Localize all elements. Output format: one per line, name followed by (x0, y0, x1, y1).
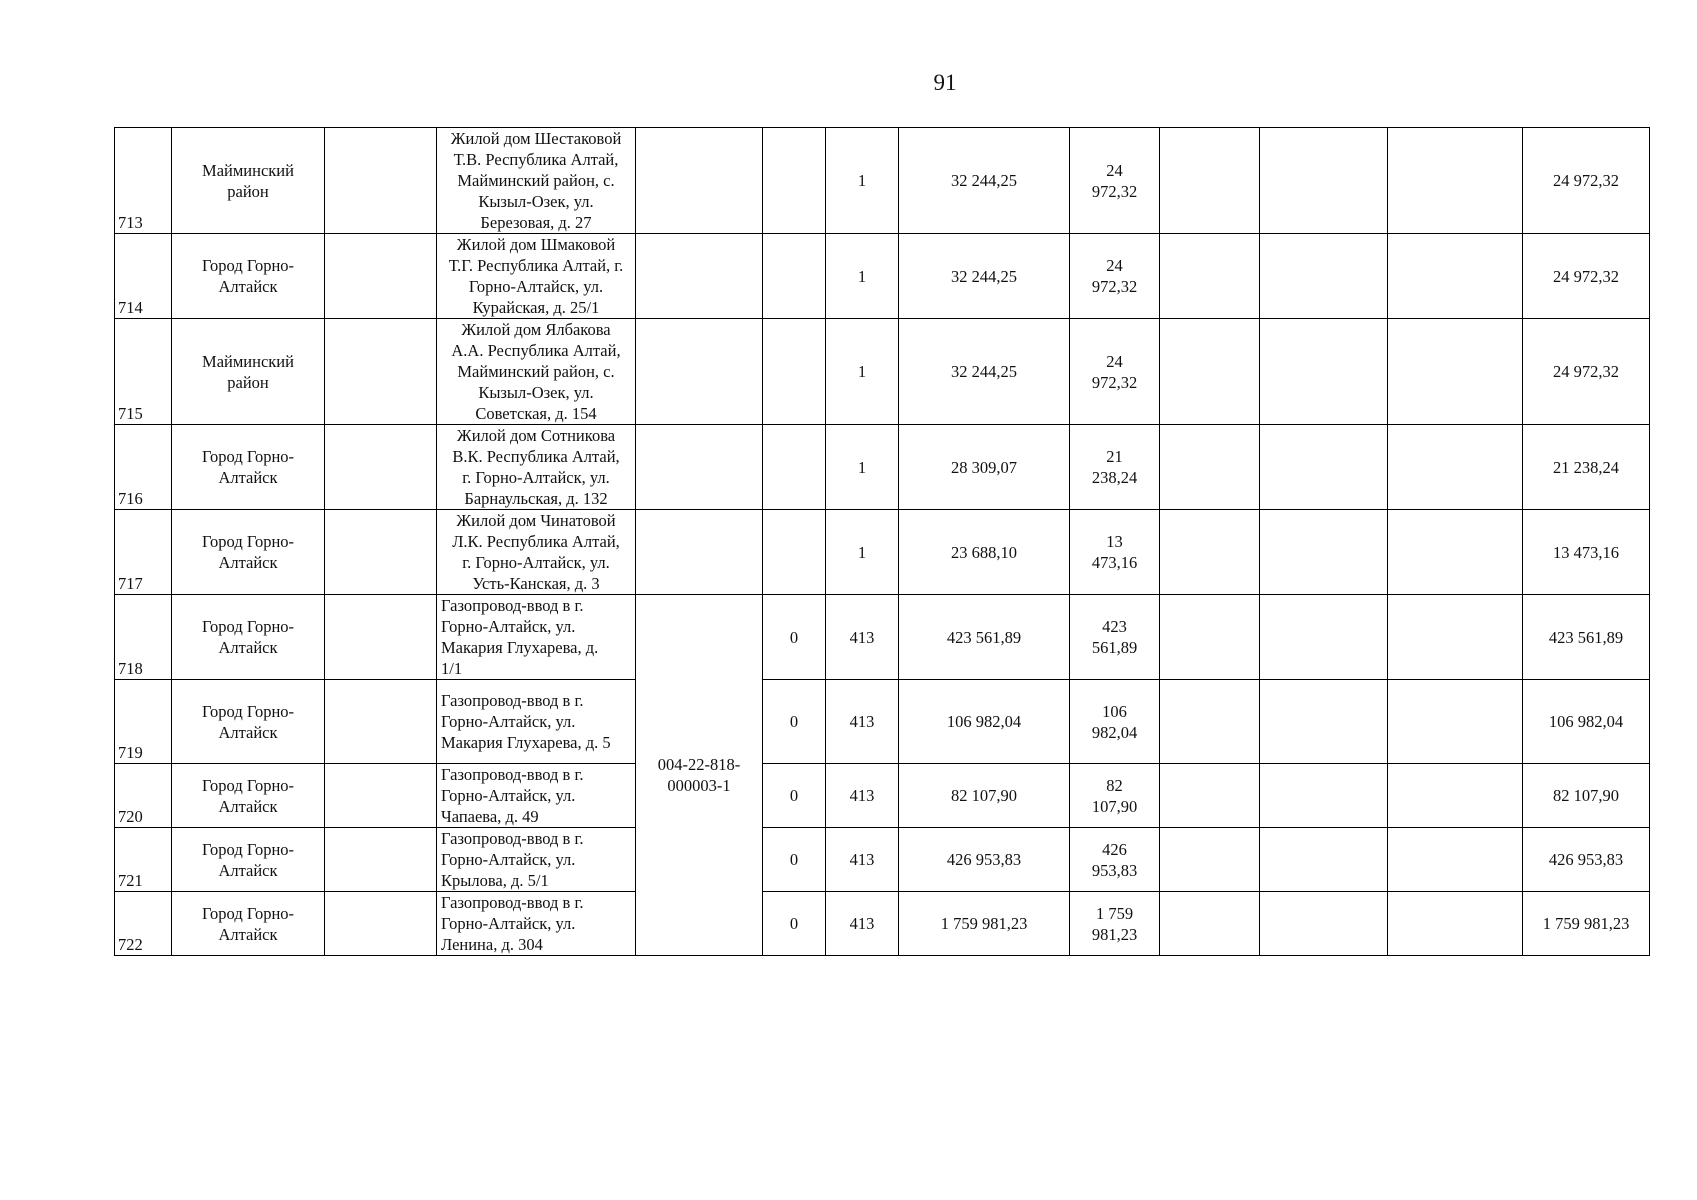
empty-cell (1388, 892, 1523, 956)
empty-cell (1388, 425, 1523, 510)
empty-cell (325, 828, 437, 892)
code-cell (636, 128, 763, 234)
total-cell: 32 244,25 (899, 234, 1070, 319)
empty-cell (1160, 234, 1260, 319)
col-b-cell: 1 (826, 319, 899, 425)
final-cell: 13 473,16 (1523, 510, 1650, 595)
amount-cell: 106 982,04 (1070, 680, 1160, 764)
col-b-cell: 413 (826, 595, 899, 680)
object-cell: Газопровод-ввод в г. Горно-Алтайск, ул. Чапаева, д. 49 (437, 764, 636, 828)
empty-cell (1260, 595, 1388, 680)
empty-cell (1260, 234, 1388, 319)
col-b-cell: 1 (826, 128, 899, 234)
col-a-cell (763, 510, 826, 595)
empty-cell (1160, 680, 1260, 764)
empty-cell (1160, 319, 1260, 425)
empty-cell (1388, 234, 1523, 319)
data-table (114, 127, 1650, 956)
row-number: 721 (115, 828, 172, 892)
empty-cell (1388, 595, 1523, 680)
district-cell: Город Горно-Алтайск (172, 828, 325, 892)
row-number: 717 (115, 510, 172, 595)
empty-cell (325, 234, 437, 319)
empty-cell (1260, 510, 1388, 595)
amount-cell: 21 238,24 (1070, 425, 1160, 510)
table-row (115, 892, 1650, 956)
total-cell: 23 688,10 (899, 510, 1070, 595)
empty-cell (325, 425, 437, 510)
empty-cell (1388, 128, 1523, 234)
empty-cell (325, 319, 437, 425)
empty-cell (325, 764, 437, 828)
object-cell: Жилой дом Чинатовой Л.К. Республика Алтай, г. Горно-Алтайск, ул. Усть-Канская, д. 3 (437, 510, 636, 595)
empty-cell (325, 680, 437, 764)
col-b-cell: 1 (826, 234, 899, 319)
district-cell: Город Горно-Алтайск (172, 680, 325, 764)
object-cell: Жилой дом Ялбакова А.А. Республика Алтай, Майминский район, с. Кызыл-Озек, ул. Советская, д. 154 (437, 319, 636, 425)
row-number: 713 (115, 128, 172, 234)
table-row (115, 595, 1650, 680)
final-cell: 82 107,90 (1523, 764, 1650, 828)
row-number: 715 (115, 319, 172, 425)
table-row (115, 764, 1650, 828)
amount-cell: 24 972,32 (1070, 128, 1160, 234)
row-number: 718 (115, 595, 172, 680)
code-cell: 004-22-818-000003-1 (636, 595, 763, 956)
final-cell: 1 759 981,23 (1523, 892, 1650, 956)
total-cell: 106 982,04 (899, 680, 1070, 764)
amount-cell: 1 759 981,23 (1070, 892, 1160, 956)
empty-cell (1260, 764, 1388, 828)
col-a-cell: 0 (763, 828, 826, 892)
col-b-cell: 413 (826, 892, 899, 956)
empty-cell (325, 510, 437, 595)
object-cell: Газопровод-ввод в г. Горно-Алтайск, ул. Крылова, д. 5/1 (437, 828, 636, 892)
col-a-cell: 0 (763, 595, 826, 680)
code-cell (636, 425, 763, 510)
empty-cell (1388, 764, 1523, 828)
col-a-cell (763, 128, 826, 234)
empty-cell (1160, 892, 1260, 956)
col-a-cell (763, 425, 826, 510)
final-cell: 426 953,83 (1523, 828, 1650, 892)
table-row (115, 128, 1650, 234)
empty-cell (1260, 892, 1388, 956)
table-row (115, 828, 1650, 892)
code-cell (636, 234, 763, 319)
object-cell: Газопровод-ввод в г. Горно-Алтайск, ул. Ленина, д. 304 (437, 892, 636, 956)
row-number: 720 (115, 764, 172, 828)
empty-cell (325, 595, 437, 680)
table-row (115, 319, 1650, 425)
empty-cell (1160, 828, 1260, 892)
col-b-cell: 413 (826, 828, 899, 892)
code-cell (636, 510, 763, 595)
empty-cell (325, 128, 437, 234)
row-number: 722 (115, 892, 172, 956)
amount-cell: 82 107,90 (1070, 764, 1160, 828)
row-number: 719 (115, 680, 172, 764)
final-cell: 21 238,24 (1523, 425, 1650, 510)
object-cell: Жилой дом Шестаковой Т.В. Республика Алтай, Майминский район, с. Кызыл-Озек, ул. Березовая, д. 27 (437, 128, 636, 234)
empty-cell (1160, 425, 1260, 510)
total-cell: 28 309,07 (899, 425, 1070, 510)
col-b-cell: 413 (826, 680, 899, 764)
district-cell: Майминский район (172, 128, 325, 234)
district-cell: Город Горно-Алтайск (172, 234, 325, 319)
empty-cell (1160, 128, 1260, 234)
total-cell: 426 953,83 (899, 828, 1070, 892)
col-a-cell (763, 319, 826, 425)
empty-cell (1260, 128, 1388, 234)
object-cell: Газопровод-ввод в г. Горно-Алтайск, ул. Макария Глухарева, д. 1/1 (437, 595, 636, 680)
col-b-cell: 413 (826, 764, 899, 828)
amount-cell: 24 972,32 (1070, 319, 1160, 425)
empty-cell (1388, 680, 1523, 764)
amount-cell: 423 561,89 (1070, 595, 1160, 680)
empty-cell (1388, 319, 1523, 425)
empty-cell (1160, 764, 1260, 828)
final-cell: 423 561,89 (1523, 595, 1650, 680)
col-b-cell: 1 (826, 510, 899, 595)
final-cell: 24 972,32 (1523, 128, 1650, 234)
col-b-cell: 1 (826, 425, 899, 510)
district-cell: Город Горно-Алтайск (172, 764, 325, 828)
final-cell: 24 972,32 (1523, 234, 1650, 319)
total-cell: 82 107,90 (899, 764, 1070, 828)
amount-cell: 13 473,16 (1070, 510, 1160, 595)
table-row (115, 234, 1650, 319)
district-cell: Город Горно-Алтайск (172, 510, 325, 595)
object-cell: Жилой дом Шмаковой Т.Г. Республика Алтай, г. Горно-Алтайск, ул. Курайская, д. 25/1 (437, 234, 636, 319)
object-cell: Жилой дом Сотникова В.К. Республика Алтай, г. Горно-Алтайск, ул. Барнаульская, д. 132 (437, 425, 636, 510)
row-number: 716 (115, 425, 172, 510)
empty-cell (1260, 828, 1388, 892)
col-a-cell (763, 234, 826, 319)
row-number: 714 (115, 234, 172, 319)
empty-cell (1260, 319, 1388, 425)
district-cell: Город Горно-Алтайск (172, 892, 325, 956)
empty-cell (1388, 828, 1523, 892)
empty-cell (1160, 510, 1260, 595)
table-row (115, 680, 1650, 764)
page-number: 91 (933, 70, 957, 95)
total-cell: 32 244,25 (899, 128, 1070, 234)
final-cell: 106 982,04 (1523, 680, 1650, 764)
district-cell: Майминский район (172, 319, 325, 425)
empty-cell (1260, 680, 1388, 764)
district-cell: Город Горно-Алтайск (172, 425, 325, 510)
col-a-cell: 0 (763, 680, 826, 764)
empty-cell (1388, 510, 1523, 595)
col-a-cell: 0 (763, 892, 826, 956)
total-cell: 423 561,89 (899, 595, 1070, 680)
table-row (115, 425, 1650, 510)
amount-cell: 24 972,32 (1070, 234, 1160, 319)
total-cell: 32 244,25 (899, 319, 1070, 425)
empty-cell (325, 892, 437, 956)
table-row (115, 510, 1650, 595)
empty-cell (1260, 425, 1388, 510)
code-cell (636, 319, 763, 425)
amount-cell: 426 953,83 (1070, 828, 1160, 892)
empty-cell (1160, 595, 1260, 680)
total-cell: 1 759 981,23 (899, 892, 1070, 956)
district-cell: Город Горно-Алтайск (172, 595, 325, 680)
col-a-cell: 0 (763, 764, 826, 828)
object-cell: Газопровод-ввод в г. Горно-Алтайск, ул. Макария Глухарева, д. 5 (437, 680, 636, 764)
final-cell: 24 972,32 (1523, 319, 1650, 425)
